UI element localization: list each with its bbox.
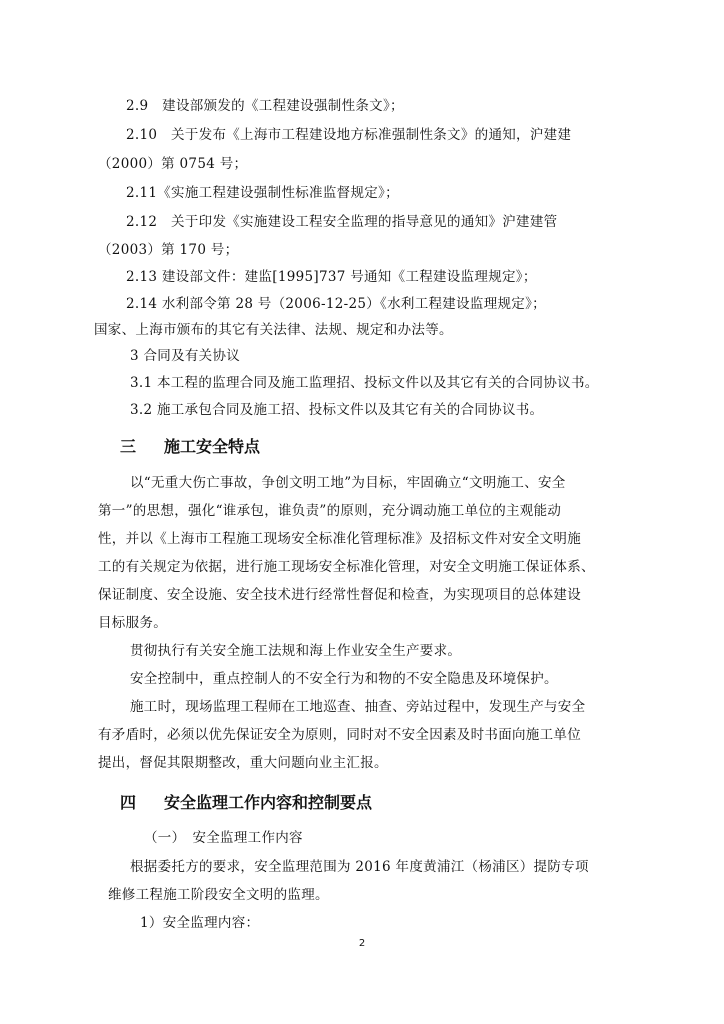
text-line: 施工时，现场监理工程师在工地巡查、抽查、旁站过程中，发现生产与安全 bbox=[130, 699, 586, 715]
text-line: 有矛盾时，必须以优先保证安全为原则，同时对不安全因素及时书面向施工单位 bbox=[98, 727, 581, 743]
text-line: （2003）第 170 号； bbox=[98, 242, 239, 258]
text-line: 2.9 建设部颁发的《工程建设强制性条文》； bbox=[126, 98, 404, 114]
text-line: 3.2 施工承包合同及施工招、投标文件以及其它有关的合同协议书。 bbox=[130, 402, 544, 418]
text-line: 国家、上海市颁布的其它有关法律、法规、规定和办法等。 bbox=[94, 322, 453, 338]
subsection-heading: （一） 安全监理工作内容 bbox=[144, 830, 303, 846]
section-heading bbox=[120, 792, 372, 814]
text-line: 工的有关规定为依据，进行施工现场安全标准化管理，对安全文明施工保证体系、 bbox=[98, 559, 595, 575]
text-line: 2.13 建设部文件：建监[1995]737 号通知《工程建设监理规定》； bbox=[126, 269, 537, 285]
section-number: 四 bbox=[120, 793, 137, 812]
section-title: 施工安全特点 bbox=[164, 437, 261, 456]
text-line: 2.11《实施工程建设强制性标准监督规定》； bbox=[126, 185, 399, 201]
page-number: 2 bbox=[358, 938, 366, 949]
text-line: 以“无重大伤亡事故，争创文明工地”为目标，牢固确立“文明施工、安全 bbox=[130, 475, 566, 491]
text-line: 性，并以《上海市工程施工现场安全标准化管理标准》及招标文件对安全文明施 bbox=[98, 531, 581, 547]
text-line: 根据委托方的要求，安全监理范围为 2016 年度黄浦江（杨浦区）提防专项 bbox=[130, 859, 589, 875]
text-line: 保证制度、安全设施、安全技术进行经常性督促和检查，为实现项目的总体建设 bbox=[98, 587, 581, 603]
section-number: 三 bbox=[120, 437, 137, 456]
section-title: 安全监理工作内容和控制要点 bbox=[164, 793, 373, 812]
text-line: 安全控制中，重点控制人的不安全行为和物的不安全隐患及环境保护。 bbox=[130, 671, 558, 687]
text-line: 提出，督促其限期整改，重大问题向业主汇报。 bbox=[98, 755, 388, 771]
text-line: 2.10 关于发布《上海市工程建设地方标准强制性条文》的通知，沪建建 bbox=[126, 127, 572, 143]
text-line: 2.14 水利部令第 28 号（2006-12-25）《水利工程建设监理规定》； bbox=[126, 296, 546, 312]
text-line: 3.1 本工程的监理合同及施工监理招、投标文件以及其它有关的合同协议书。 bbox=[130, 375, 599, 391]
text-line: 目标服务。 bbox=[98, 615, 167, 631]
text-line: 1）安全监理内容： bbox=[140, 915, 260, 931]
text-line: 贯彻执行有关安全施工法规和海上作业安全生产要求。 bbox=[130, 643, 462, 659]
text-line: 第一”的思想，强化“谁承包，谁负责”的原则，充分调动施工单位的主观能动 bbox=[98, 503, 562, 519]
text-line: 3 合同及有关协议 bbox=[130, 348, 241, 364]
text-line: 维修工程施工阶段安全文明的监理。 bbox=[108, 887, 329, 903]
text-line: （2000）第 0754 号； bbox=[98, 156, 248, 172]
section-heading bbox=[120, 436, 260, 458]
text-line: 2.12 关于印发《实施建设工程安全监理的指导意见的通知》沪建建管 bbox=[126, 214, 558, 230]
